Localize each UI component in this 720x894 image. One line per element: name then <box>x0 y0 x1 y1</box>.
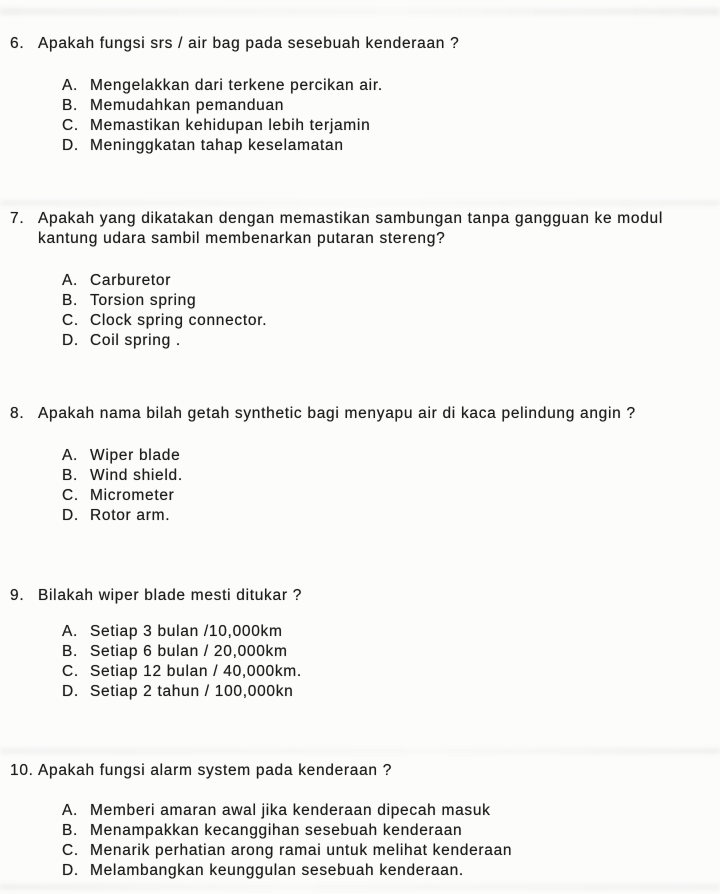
question-text <box>38 761 716 781</box>
option-row <box>62 841 716 861</box>
option-text: Mengelakkan dari terkene percikan air. <box>90 77 383 94</box>
option-letter: D. <box>62 862 79 879</box>
option-letter: A. <box>62 77 79 94</box>
option-row <box>62 801 716 821</box>
option-letter: B. <box>62 97 79 114</box>
option-letter: C. <box>62 663 79 680</box>
option-letter: A. <box>62 272 79 289</box>
question-number: 8. <box>10 405 25 422</box>
option-row <box>62 466 716 486</box>
question-text <box>38 586 716 606</box>
option-text: Memudahkan pemanduan <box>90 97 285 114</box>
option-row <box>62 682 716 702</box>
option-text: Melambangkan keunggulan sesebuah kenderaan. <box>90 862 464 879</box>
question-number: 7. <box>10 210 25 227</box>
question-number: 10. <box>10 762 34 779</box>
question-block-7 <box>10 209 716 351</box>
scan-noise-streak <box>0 8 720 15</box>
option-row <box>62 506 716 526</box>
option-row <box>62 622 716 642</box>
option-letter: C. <box>62 487 79 504</box>
option-text: Micrometer <box>90 487 175 504</box>
option-text: Setiap 2 tahun / 100,000kn <box>90 683 294 700</box>
option-row <box>62 446 716 466</box>
question-line: kantung udara sambil membenarkan putaran stereng? <box>38 230 446 247</box>
option-letter: A. <box>62 802 79 819</box>
scan-noise-streak <box>0 748 720 754</box>
option-row <box>62 821 716 841</box>
option-text: Setiap 12 bulan / 40,000km. <box>90 663 302 680</box>
question-text <box>38 404 716 424</box>
question-line: Apakah fungsi alarm system pada kenderaan ? <box>38 762 393 779</box>
option-text: Coil spring . <box>90 332 181 349</box>
option-text: Torsion spring <box>90 292 197 309</box>
question-text <box>38 209 716 249</box>
question-line: Apakah nama bilah getah synthetic bagi menyapu air di kaca pelindung angin ? <box>38 405 636 422</box>
option-text: Memberi amaran awal jika kenderaan dipecah masuk <box>90 802 491 819</box>
options-list <box>62 801 716 881</box>
option-letter: D. <box>62 332 79 349</box>
option-letter: C. <box>62 312 79 329</box>
question-block-10 <box>10 761 716 881</box>
question-line: Apakah fungsi srs / air bag pada sesebuah kenderaan ? <box>38 35 460 52</box>
scan-noise-streak <box>0 200 720 206</box>
option-row <box>62 271 716 291</box>
option-text: Carburetor <box>90 272 172 289</box>
option-text: Menarik perhatian arong ramai untuk melihat kenderaan <box>90 842 513 859</box>
options-list <box>62 271 716 351</box>
option-letter: D. <box>62 137 79 154</box>
question-line: Apakah yang dikatakan dengan memastikan sambungan tanpa gangguan ke modul <box>38 210 664 227</box>
option-letter: C. <box>62 842 79 859</box>
option-text: Menampakkan kecanggihan sesebuah kenderaan <box>90 822 463 839</box>
option-text: Clock spring connector. <box>90 312 268 329</box>
options-list <box>62 622 716 702</box>
option-row <box>62 116 716 136</box>
option-letter: A. <box>62 447 79 464</box>
question-block-9 <box>10 586 716 702</box>
options-list <box>62 446 716 526</box>
question-line: Bilakah wiper blade mesti ditukar ? <box>38 587 303 604</box>
option-row <box>62 662 716 682</box>
option-row <box>62 311 716 331</box>
question-text <box>38 34 716 54</box>
option-text: Wiper blade <box>90 447 181 464</box>
option-text: Meninggkatan tahap keselamatan <box>90 137 344 154</box>
option-text: Rotor arm. <box>90 507 171 524</box>
option-letter: B. <box>62 467 79 484</box>
option-letter: A. <box>62 623 79 640</box>
option-letter: B. <box>62 292 79 309</box>
option-text: Setiap 6 bulan / 20,000km <box>90 643 288 660</box>
option-letter: D. <box>62 507 79 524</box>
option-row <box>62 861 716 881</box>
option-letter: C. <box>62 117 79 134</box>
option-row <box>62 642 716 662</box>
question-number: 6. <box>10 35 25 52</box>
option-row <box>62 291 716 311</box>
question-number: 9. <box>10 587 25 604</box>
options-list <box>62 76 716 156</box>
option-row <box>62 76 716 96</box>
option-row <box>62 96 716 116</box>
option-letter: B. <box>62 822 79 839</box>
option-row <box>62 331 716 351</box>
scan-noise-streak <box>0 884 720 890</box>
option-text: Memastikan kehidupan lebih terjamin <box>90 117 371 134</box>
option-letter: D. <box>62 683 79 700</box>
option-letter: B. <box>62 643 79 660</box>
option-row <box>62 486 716 506</box>
question-block-6 <box>10 34 716 156</box>
option-text: Setiap 3 bulan /10,000km <box>90 623 283 640</box>
option-text: Wind shield. <box>90 467 183 484</box>
option-row <box>62 136 716 156</box>
question-block-8 <box>10 404 716 526</box>
